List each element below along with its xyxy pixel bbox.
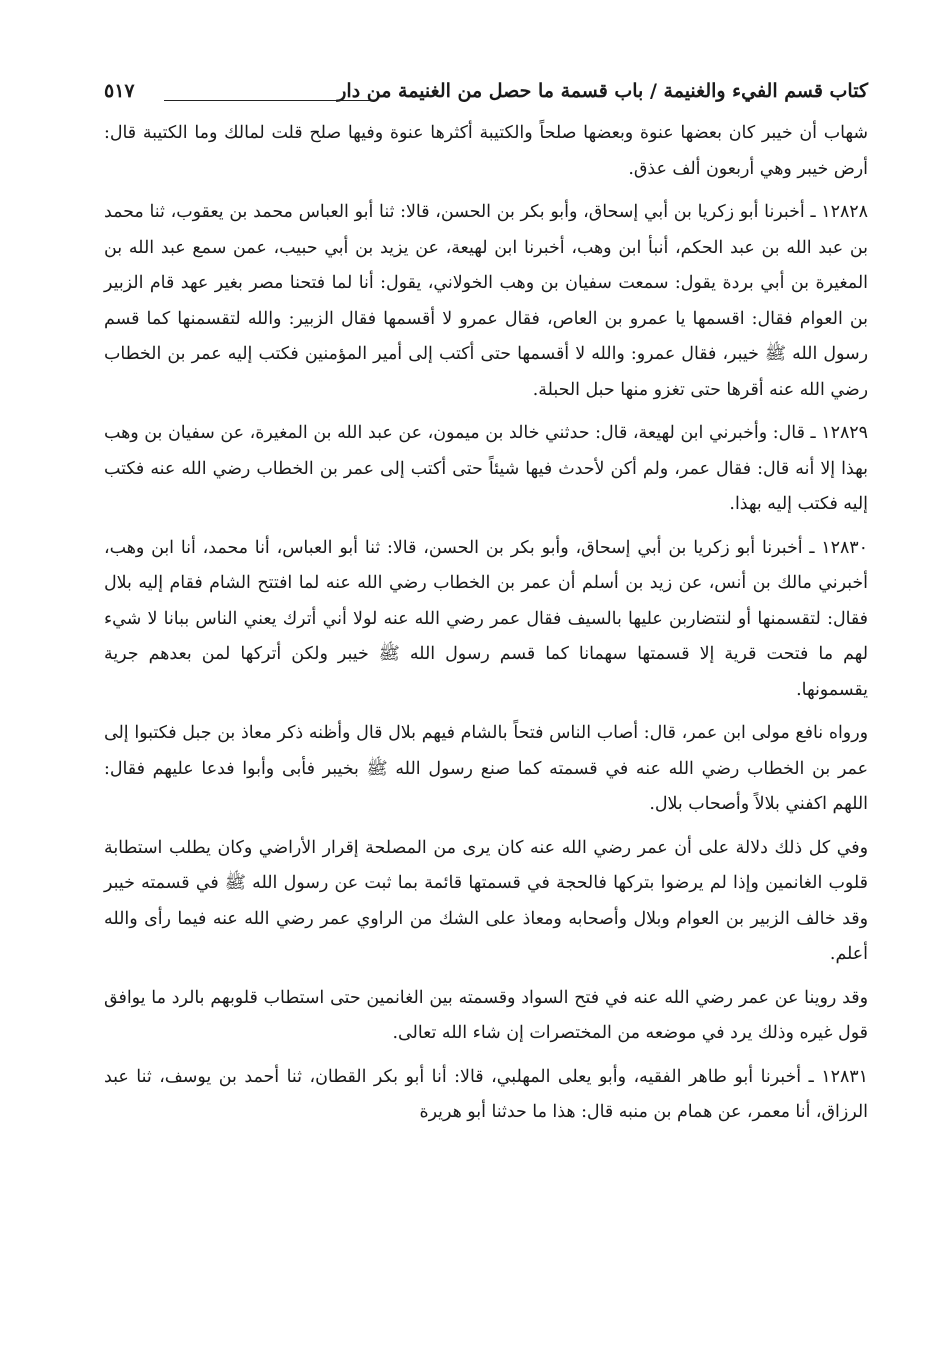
header-title: كتاب قسم الفيء والغنيمة / باب قسمة ما حصل من الغنيمة من دار: [337, 80, 868, 102]
paragraph-hadith-12829: ١٢٨٢٩ ـ قال: وأخبرني ابن لهيعة، قال: حدثني خالد بن ميمون، عن عبد الله بن المغيرة، عن سفيان بن وهب بهذا إلا أنه قال: فقال عمر، ولم أكن لأحدث فيها شيئاً حتى أكتب إلى عمر بن الخطاب رضي الله عنه فكتب إليه فكتب إليه بهذا.: [104, 423, 868, 514]
paragraph-commentary: وفي كل ذلك دلالة على أن عمر رضي الله عنه كان يرى من المصلحة إقرار الأراضي وكان يطلب استطابة قلوب الغانمين وإذا لم يرضوا بتركها فالحجة في قسمتها قائمة بما ثبت عن رسول الله ﷺ في قسمته خيبر وقد خالف الزبير بن العوام وبلال وأصحابه ومعاذ على الشك من الراوي عمر رضي الله عنه فيما رأى والله أعلم.: [104, 837, 868, 964]
page-number: ٥١٧: [104, 80, 135, 102]
page-body: [104, 116, 868, 1131]
paragraph-1: شهاب أن خيبر كان بعضها عنوة وبعضها صلحاً والكتيبة أكثرها عنوة وفيها صلح قلت لمالك وما الكتيبة قال: أرض خيبر وهي أربعون ألف عذق.: [104, 123, 868, 179]
paragraph-hadith-12830: ١٢٨٣٠ ـ أخبرنا أبو زكريا بن أبي إسحاق، وأبو بكر بن الحسن، قالا: ثنا أبو العباس، أنا محمد، أنا ابن وهب، أخبرني مالك بن أنس، عن زيد بن أسلم أن عمر بن الخطاب رضي الله عنه لما افتتح الشام فقام إليه بلال فقال: لتقسمنها أو لنتضاربن عليها بالسيف فقال عمر رضي الله عنه لولا أني أترك يعني الناس ببانا لا شيء لهم ما فتحت قرية إلا قسمتها سهمانا كما قسم رسول الله ﷺ خيبر ولكن أتركها لمن بعدهم جرية يقسمونها.: [104, 537, 868, 700]
paragraph-hadith-12831: ١٢٨٣١ ـ أخبرنا أبو طاهر الفقيه، وأبو يعلى المهلبي، قالا: أنا أبو بكر القطان، ثنا أحمد بن يوسف، ثنا عبد الرزاق، أنا معمر، عن همام بن منبه قال: هذا ما حدثنا أبو هريرة: [104, 1066, 868, 1122]
document-page: [104, 62, 868, 1371]
paragraph-hadith-12828: ١٢٨٢٨ ـ أخبرنا أبو زكريا بن أبي إسحاق، وأبو بكر بن الحسن، قالا: ثنا أبو العباس محمد بن يعقوب، ثنا محمد بن عبد الله بن عبد الحكم، أنبأ ابن وهب، أخبرنا ابن لهيعة، عن يزيد بن أبي حبيب، عمن سمع عبد الله بن المغيرة بن أبي بردة يقول: سمعت سفيان بن وهب الخولاني، يقول: أنا لما فتحنا مصر بغير عهد قام الزبير بن العوام فقال: اقسمها يا عمرو بن العاص، فقال عمرو لا أقسمها فقال الزبير: والله لتقسمنها كما قسم رسول الله ﷺ خيبر، فقال عمرو: والله لا أقسمها حتى أكتب إلى أمير المؤمنين فكتب إليه عمر بن الخطاب رضي الله عنه أقرها حتى تغزو منها حبل الحبلة.: [104, 202, 868, 400]
paragraph-narration-nafi: ورواه نافع مولى ابن عمر، قال: أصاب الناس فتحاً بالشام فيهم بلال قال وأظنه ذكر معاذ بن جبل فكتبوا إلى عمر بن الخطاب رضي الله عنه في قسمته كما صنع رسول الله ﷺ بخيبر فأبى وأبوا فدعا عليهم فقال: اللهم اكفني بلالاً وأصحاب بلال.: [104, 723, 868, 814]
paragraph-sawad: وقد روينا عن عمر رضي الله عنه في فتح السواد وقسمته بين الغانمين حتى استطاب قلوبهم بالرد ما يوافق قول غيره وذلك يرد في موضعه من المختصرات إن شاء الله تعالى.: [104, 987, 868, 1043]
header-rule: [164, 100, 374, 101]
running-header: [104, 62, 868, 116]
